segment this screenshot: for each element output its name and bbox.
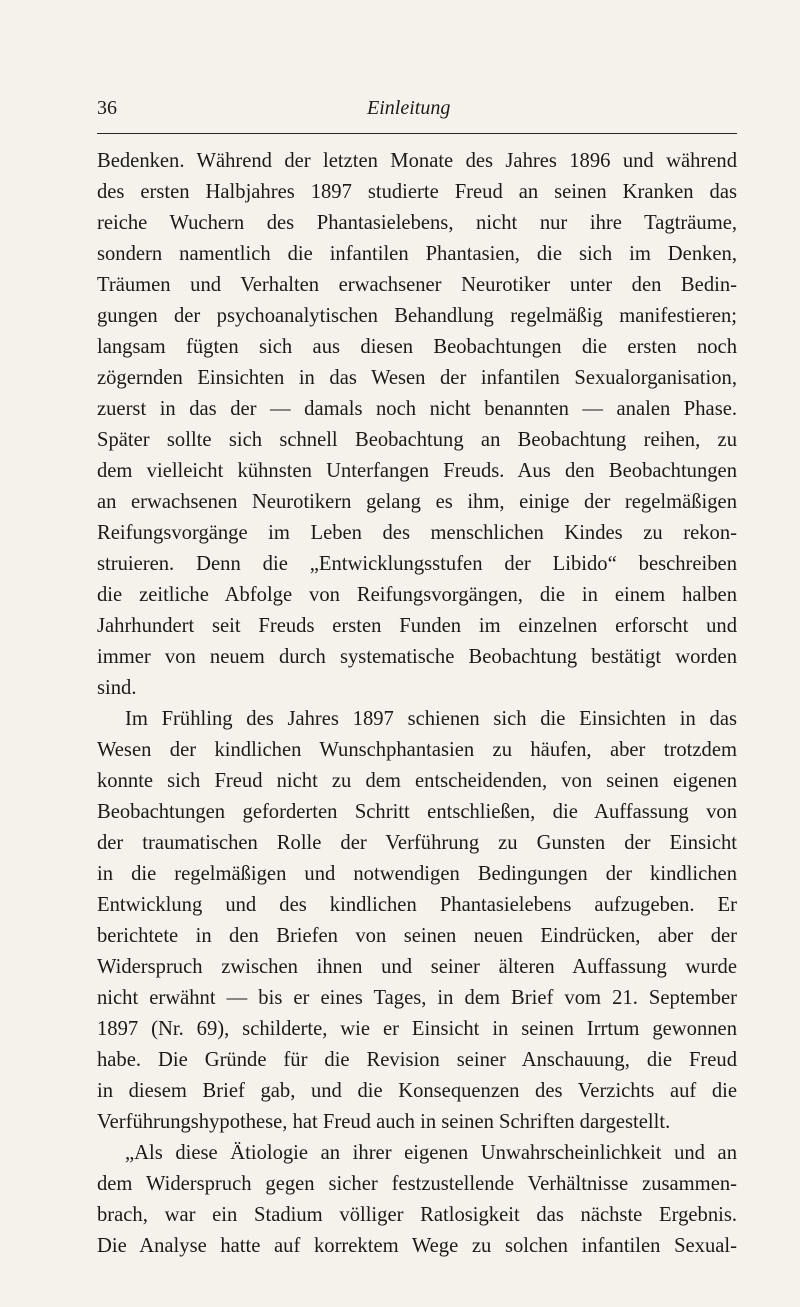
paragraph [97,1138,737,1262]
text-line: Die Analyse hatte auf korrektem Wege zu solchen infantilen Sexual- [97,1235,737,1257]
text-line: 1897 (Nr. 69), schilderte, wie er Einsicht in seinen Irrtum gewonnen [97,1018,737,1040]
paragraph [97,704,737,1138]
text-line: Im Frühling des Jahres 1897 schienen sich die Einsichten in das [125,708,737,730]
text-line: zögernden Einsichten in das Wesen der infantilen Sexualorganisation, [97,367,737,389]
running-head [97,93,737,134]
text-line: Beobachtungen geforderten Schritt entschließen, die Auffassung von [97,801,737,823]
text-line: Wesen der kindlichen Wunschphantasien zu häufen, aber trotzdem [97,739,737,761]
body-text [97,146,737,1262]
text-line: langsam fügten sich aus diesen Beobachtungen die ersten noch [97,336,737,358]
text-line: nicht erwähnt — bis er eines Tages, in dem Brief vom 21. September [97,987,737,1009]
text-line: dem vielleicht kühnsten Unterfangen Freuds. Aus den Beobachtungen [97,460,737,482]
text-line: sondern namentlich die infantilen Phantasien, die sich im Denken, [97,243,737,265]
text-line: der traumatischen Rolle der Verführung zu Gunsten der Einsicht [97,832,737,854]
text-line: berichtete in den Briefen von seinen neuen Eindrücken, aber der [97,925,737,947]
text-line: Jahrhundert seit Freuds ersten Funden im einzelnen erforscht und [97,615,737,637]
text-line: an erwachsenen Neurotikern gelang es ihm, einige der regelmäßigen [97,491,737,513]
text-line: die zeitliche Abfolge von Reifungsvorgängen, die in einem halben [97,584,737,606]
text-line: Verführungshypothese, hat Freud auch in seinen Schriften dargestellt. [97,1111,671,1133]
paragraph [97,146,737,704]
text-line: Bedenken. Während der letzten Monate des Jahres 1896 und während [97,150,737,172]
text-line: dem Widerspruch gegen sicher festzustellende Verhältnisse zusammen- [97,1173,737,1195]
text-line: konnte sich Freud nicht zu dem entscheidenden, von seinen eigenen [97,770,737,792]
running-title: Einleitung [367,97,451,119]
text-line: des ersten Halbjahres 1897 studierte Freud an seinen Kranken das [97,181,737,203]
text-line: in diesem Brief gab, und die Konsequenzen des Verzichts auf die [97,1080,737,1102]
text-line: Später sollte sich schnell Beobachtung an Beobachtung reihen, zu [97,429,737,451]
text-line: Reifungsvorgänge im Leben des menschlichen Kindes zu rekon- [97,522,737,544]
text-line: „Als diese Ätiologie an ihrer eigenen Unwahrscheinlichkeit und an [125,1142,737,1164]
text-line: habe. Die Gründe für die Revision seiner Anschauung, die Freud [97,1049,737,1071]
text-line: Träumen und Verhalten erwachsener Neurotiker unter den Bedin- [97,274,737,296]
text-line: sind. [97,677,137,699]
text-line: in die regelmäßigen und notwendigen Bedingungen der kindlichen [97,863,737,885]
text-line: Widerspruch zwischen ihnen und seiner älteren Auffassung wurde [97,956,737,978]
text-line: brach, war ein Stadium völliger Ratlosigkeit das nächste Ergebnis. [97,1204,737,1226]
text-line: immer von neuem durch systematische Beobachtung bestätigt worden [97,646,737,668]
text-line: reiche Wuchern des Phantasielebens, nicht nur ihre Tagträume, [97,212,737,234]
page-number: 36 [97,97,117,119]
text-line: gungen der psychoanalytischen Behandlung regelmäßig manifestieren; [97,305,737,327]
text-line: Entwicklung und des kindlichen Phantasielebens aufzugeben. Er [97,894,737,916]
text-line: struieren. Denn die „Entwicklungsstufen der Libido“ beschreiben [97,553,737,575]
text-line: zuerst in das der — damals noch nicht benannten — analen Phase. [97,398,737,420]
